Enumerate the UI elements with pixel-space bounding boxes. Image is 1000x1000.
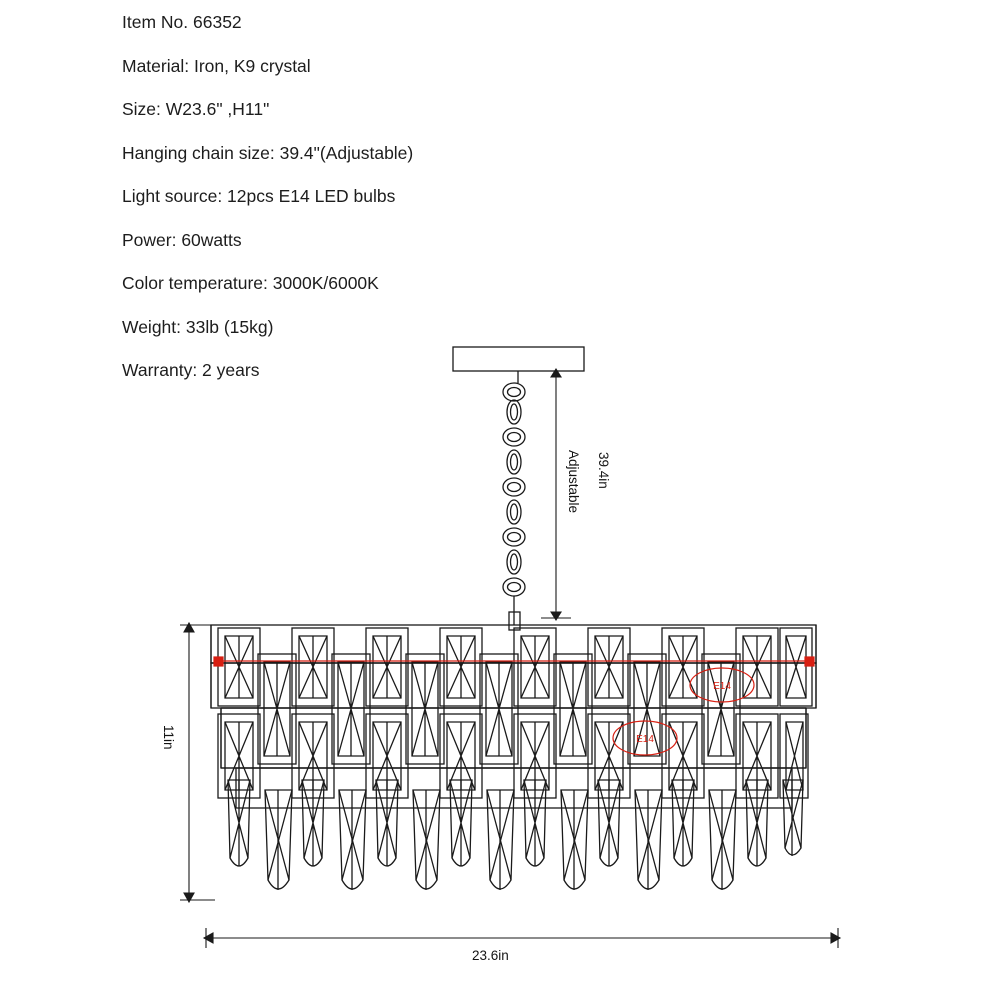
ceiling-canopy — [453, 347, 584, 371]
spec-item: Hanging chain size: 39.4"(Adjustable) — [122, 142, 414, 163]
spec-item: Light source: 12pcs E14 LED bulbs — [122, 186, 396, 206]
hanging-chain — [503, 371, 525, 630]
height-label: 11in — [161, 725, 176, 750]
crystal-row-top-offset — [258, 654, 740, 764]
svg-text:E14: E14 — [636, 734, 654, 745]
crystal-row-top — [218, 628, 812, 706]
spec-item: Item No. 66352 — [122, 12, 242, 32]
width-dimension — [204, 928, 840, 948]
spec-item: Weight: 33lb (15kg) — [122, 316, 274, 337]
spec-item: Warranty: 2 years — [122, 360, 260, 380]
spec-item: Color temperature: 3000K/6000K — [122, 273, 379, 293]
spec-item: Size: W23.6" ,H11" — [122, 99, 270, 119]
svg-text:E14: E14 — [713, 681, 731, 692]
spec-item: Power: 60watts — [122, 229, 242, 250]
height-dimension — [180, 623, 215, 902]
chain-adjustable-label: Adjustable — [566, 450, 581, 514]
crystal-fringe-bottom — [228, 780, 803, 890]
chain-length-label: 39.4in — [596, 452, 611, 489]
width-label: 23.6in — [472, 948, 509, 963]
spec-item: Material: Iron, K9 crystal — [122, 55, 311, 76]
